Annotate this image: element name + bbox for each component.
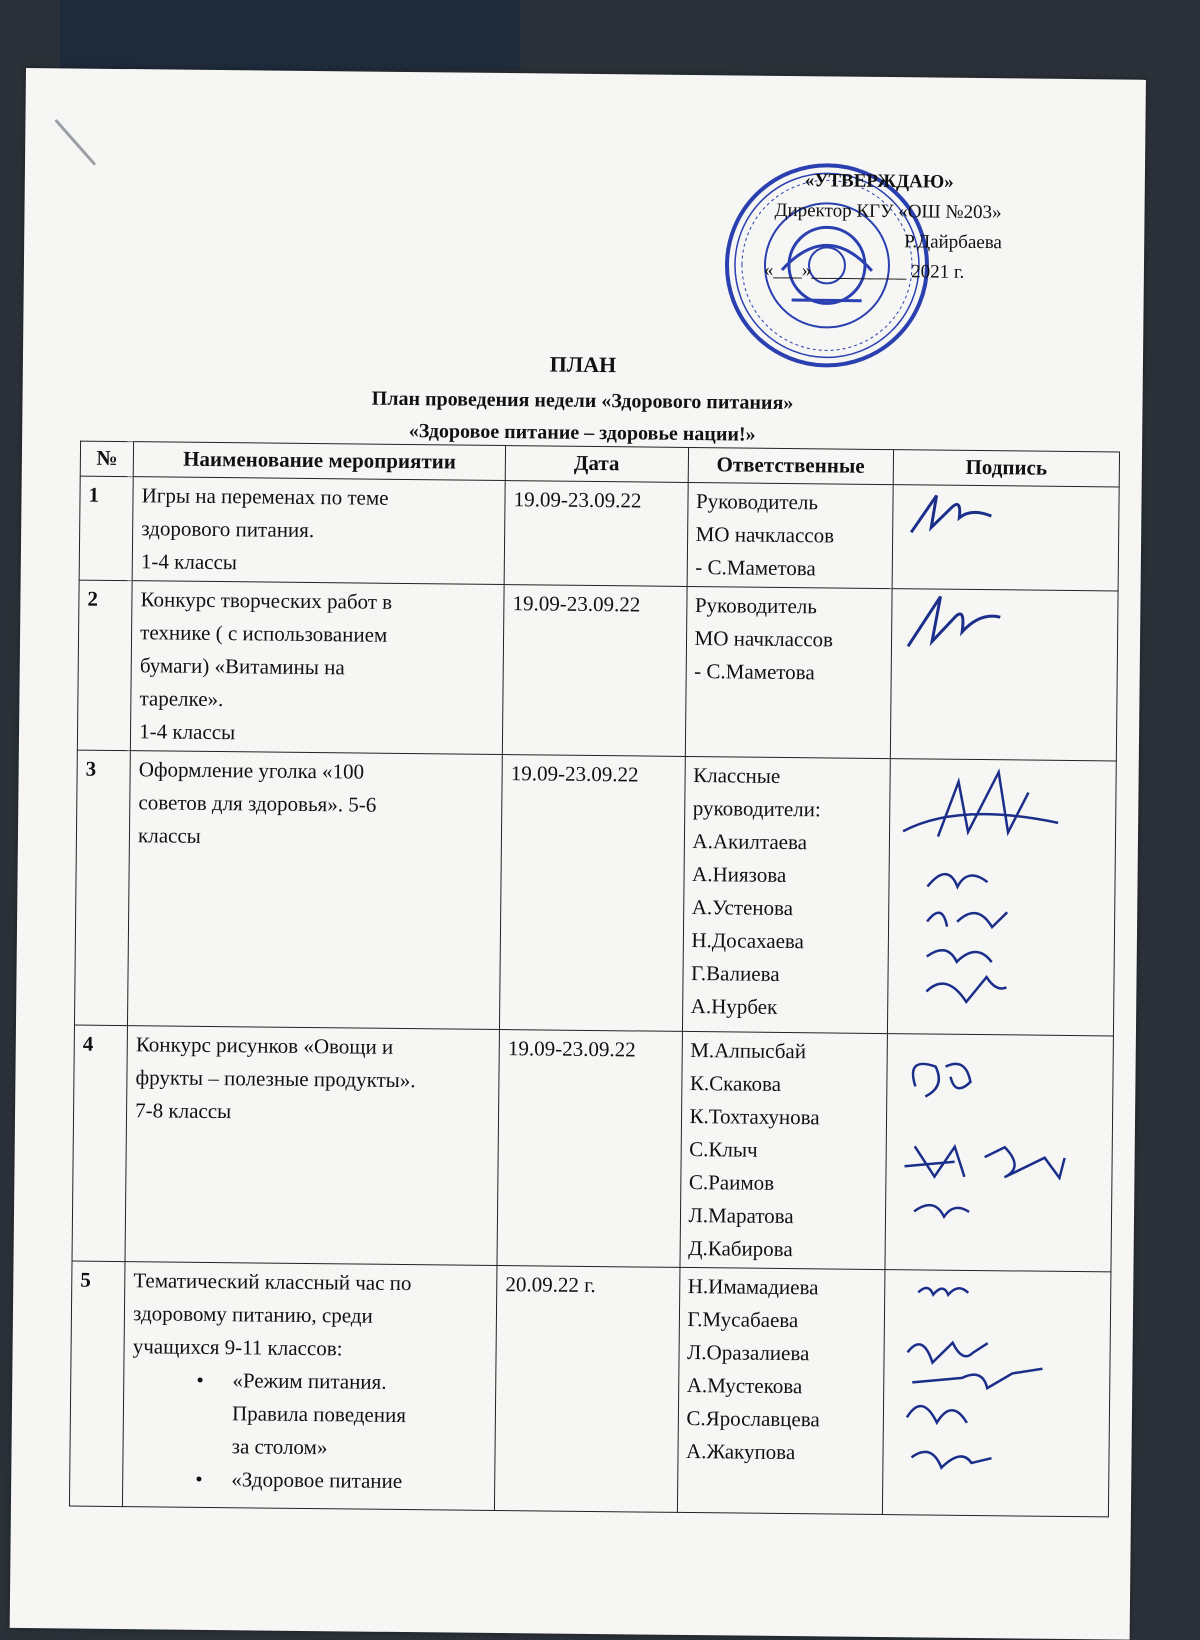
event-line: Игры на переменах по теме xyxy=(141,483,389,510)
row-num: 2 xyxy=(77,580,132,751)
row-num: 3 xyxy=(74,750,130,1026)
responsible-line: - С.Маметова xyxy=(695,555,816,581)
responsible-line: МО начклассов xyxy=(694,626,834,652)
row-event xyxy=(130,581,504,755)
table-row xyxy=(77,580,1118,761)
plan-motto: «Здоровое питание – здоровье нации!» xyxy=(408,420,756,446)
event-line: тарелке». xyxy=(139,686,224,712)
responsible-line: А.Мустекова xyxy=(686,1372,803,1399)
event-line: 1-4 классы xyxy=(139,719,236,745)
event-bullet-list xyxy=(131,1363,487,1499)
event-line: бумаги) «Витамины на xyxy=(139,653,345,680)
event-line: классы xyxy=(137,823,202,848)
bullet-line: • «Режим питания. xyxy=(232,1368,387,1394)
row-num: 5 xyxy=(69,1261,125,1507)
responsible-line: - С.Маметова xyxy=(694,659,815,685)
responsible-line: М.Алпысбай xyxy=(690,1038,807,1064)
approval-director: Директор КГУ «ОШ №203» xyxy=(774,199,1002,224)
bullet-line: • «Здоровое питание xyxy=(231,1467,403,1494)
responsible-line: Н.Имамадиева xyxy=(687,1273,819,1300)
row-signature xyxy=(890,589,1118,761)
responsible-line: руководители: xyxy=(692,796,821,822)
paper-clip xyxy=(54,119,96,166)
event-line: 7-8 классы xyxy=(135,1098,232,1124)
bullet-line: за столом» xyxy=(231,1434,328,1460)
header-event: Наименование мероприятии xyxy=(133,442,505,481)
row-num: 1 xyxy=(79,476,133,581)
plan-subtitle: План проведения недели «Здорового питания» xyxy=(371,387,794,415)
handwritten-signatures-group xyxy=(893,1036,1095,1258)
row-event xyxy=(132,477,505,585)
row-signature xyxy=(892,485,1119,591)
responsible-line: Классные xyxy=(693,763,781,788)
row-responsible xyxy=(687,482,893,588)
responsible-line: Л.Маратова xyxy=(688,1203,794,1229)
table-row xyxy=(69,1261,1111,1517)
handwritten-signatures-group xyxy=(896,761,1099,1023)
header-date: Дата xyxy=(505,446,688,483)
row-signature xyxy=(887,759,1116,1036)
event-line: Тематический классный час по xyxy=(133,1268,412,1296)
row-num: 4 xyxy=(72,1025,128,1262)
table-row xyxy=(72,1025,1113,1272)
event-line: учащихся 9-11 классов: xyxy=(132,1334,343,1361)
responsible-line: С.Клыч xyxy=(689,1137,758,1162)
list-item xyxy=(232,1364,488,1466)
responsible-line: С.Раимов xyxy=(688,1170,775,1195)
event-line: Оформление уголка «100 xyxy=(138,757,365,784)
handwritten-signature xyxy=(901,487,1002,548)
table-row xyxy=(79,476,1119,591)
plan-table xyxy=(69,441,1120,1518)
responsible-line: Л.Оразалиева xyxy=(686,1339,810,1366)
responsible-line: А.Акилтаева xyxy=(692,829,808,855)
responsible-line: МО начклассов xyxy=(695,522,835,548)
responsible-line: А.Устенова xyxy=(691,895,794,921)
background-book xyxy=(60,0,520,70)
responsible-line: Г.Мусабаева xyxy=(687,1306,799,1333)
row-signature xyxy=(882,1270,1111,1517)
handwritten-signature xyxy=(900,591,1011,662)
responsible-line: Н.Досахаева xyxy=(691,928,805,954)
event-line: 1-4 классы xyxy=(140,549,238,575)
row-responsible xyxy=(680,1031,888,1269)
responsible-line: Руководитель xyxy=(694,593,818,619)
approval-date: «___»__________ 2021 г. xyxy=(763,259,965,283)
header-responsible: Ответственные xyxy=(688,447,894,484)
event-line: советов для здоровья». 5-6 xyxy=(138,790,377,817)
approval-title: «УТВЕРЖДАЮ» xyxy=(804,170,954,193)
responsible-line: Г.Валиева xyxy=(690,961,780,986)
responsible-line: К.Тохтахунова xyxy=(689,1104,820,1130)
responsible-line: А.Ниязова xyxy=(692,862,787,888)
list-item xyxy=(231,1463,486,1499)
event-line: Конкурс рисунков «Овощи и xyxy=(135,1032,394,1059)
row-date: 19.09-23.09.22 xyxy=(503,585,687,757)
responsible-line: Руководитель xyxy=(695,489,819,515)
responsible-line: С.Ярославцева xyxy=(686,1405,820,1432)
handwritten-signatures-group xyxy=(891,1272,1093,1504)
row-date: 19.09-23.09.22 xyxy=(500,755,685,1032)
approval-name: Р.Дайрбаева xyxy=(904,231,1003,254)
plan-title: ПЛАН xyxy=(549,351,617,378)
event-line: Конкурс творческих работ в xyxy=(140,587,393,614)
row-date: 19.09-23.09.22 xyxy=(504,481,687,587)
row-responsible xyxy=(677,1267,885,1514)
row-signature xyxy=(885,1034,1114,1272)
row-event xyxy=(125,1026,499,1266)
table-row xyxy=(74,750,1116,1036)
header-num: № xyxy=(80,441,134,477)
event-line: здоровому питанию, среди xyxy=(132,1301,373,1328)
row-event xyxy=(128,751,503,1030)
row-event xyxy=(123,1262,498,1511)
responsible-line: Д.Кабирова xyxy=(688,1235,793,1262)
row-responsible xyxy=(682,756,890,1033)
document-page xyxy=(10,68,1146,1640)
responsible-line: К.Скакова xyxy=(689,1071,782,1096)
bullet-line: Правила поведения xyxy=(231,1401,407,1428)
event-line: фрукты – полезные продукты». xyxy=(135,1065,416,1093)
responsible-line: А.Нурбек xyxy=(690,994,778,1019)
approval-block xyxy=(764,166,1065,289)
row-date: 20.09.22 г. xyxy=(495,1265,680,1512)
event-line: технике ( с использованием xyxy=(140,620,388,647)
responsible-line: А.Жакупова xyxy=(685,1438,796,1465)
event-line: здорового питания. xyxy=(141,516,315,543)
row-date: 19.09-23.09.22 xyxy=(497,1030,682,1268)
header-signature: Подпись xyxy=(893,450,1120,487)
row-responsible xyxy=(685,586,892,758)
